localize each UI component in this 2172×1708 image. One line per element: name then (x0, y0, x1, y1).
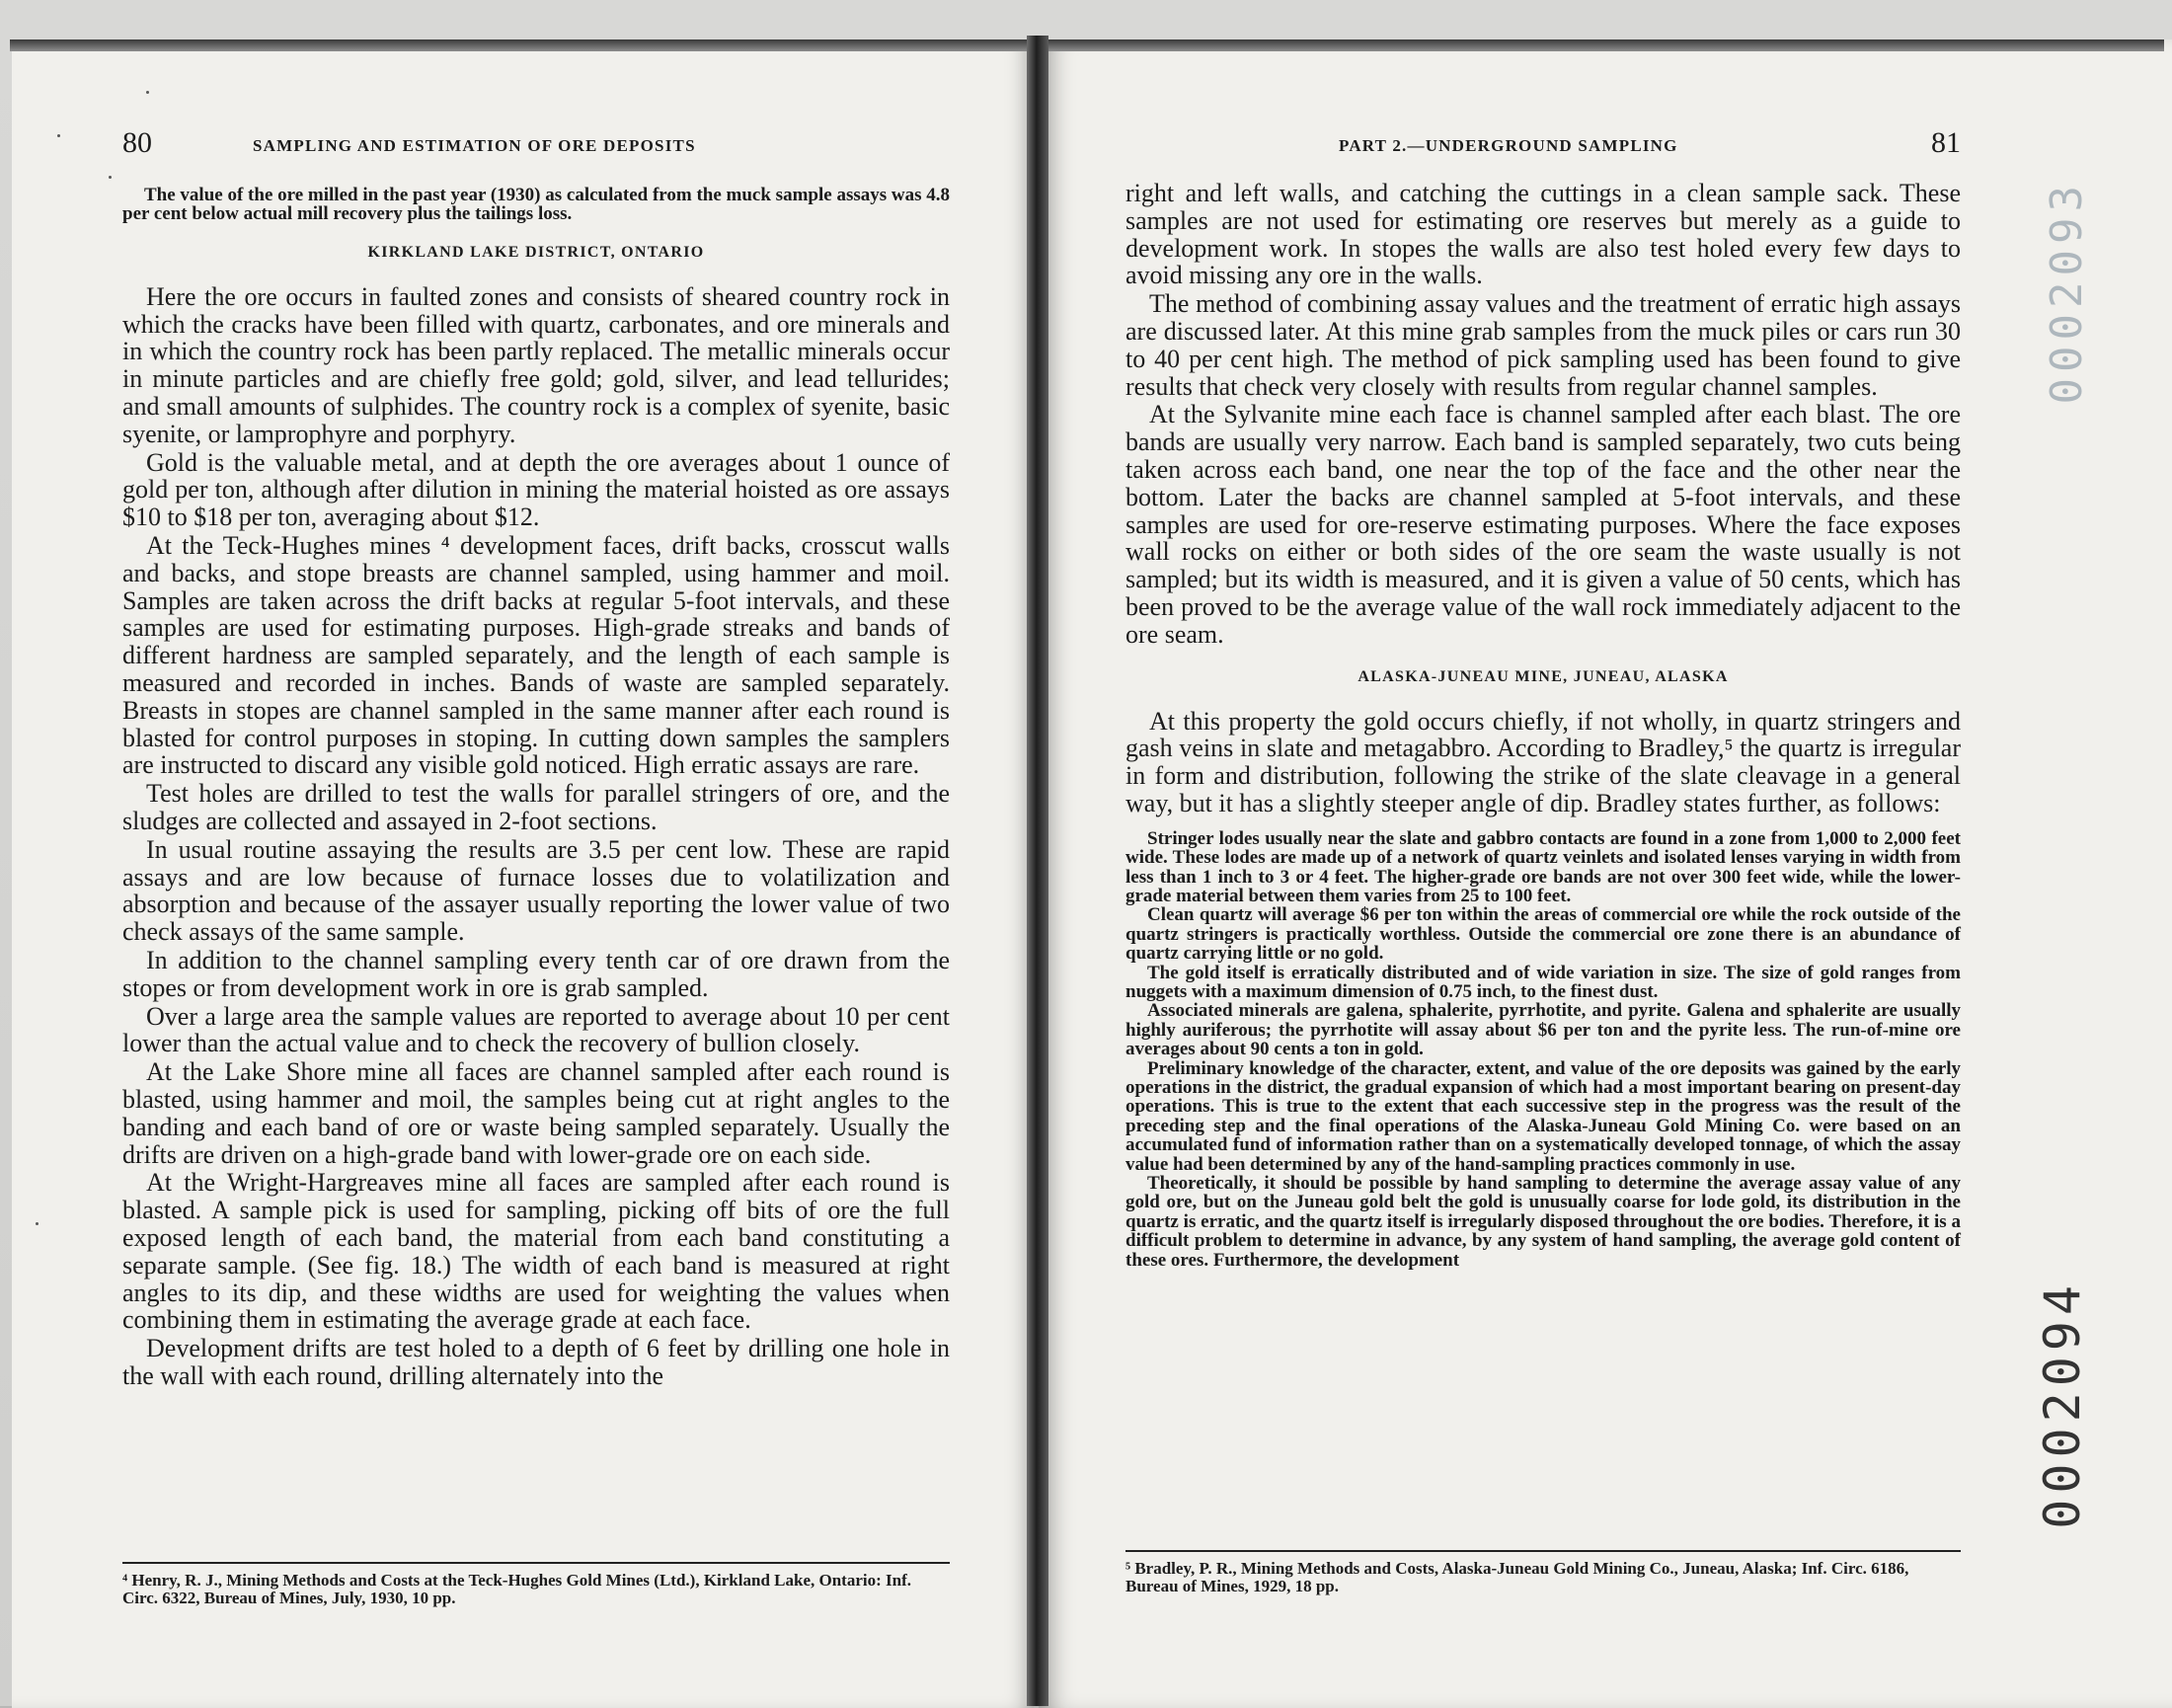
paragraph: In usual routine assaying the results are 3.5 per cent low. These are rapid assays and are low because of furnace losses due to volatilization and absorption and because of the assayer usually reporting the lower value of two check assays of the same sample. (122, 834, 950, 947)
left-running-head (122, 126, 950, 170)
paragraph: Test holes are drilled to test the walls for parallel stringers of ore, and the sludges are collected and assayed in 2-foot sections. (122, 779, 950, 835)
section-heading-kirkland: KIRKLAND LAKE DISTRICT, ONTARIO (367, 243, 705, 261)
right-body (1125, 180, 1961, 1270)
paragraph: At the Teck-Hughes mines ⁴ development faces, drift backs, crosscut walls and backs, and stope breasts are channel sampled, using hammer and moil. Samples are taken across the drift backs at regular 5-foot intervals, and these samples are used for estimating purposes. High-grade streaks and bands of different hardness are sampled separately, and the length of each sample is measured and recorded in inches. Bands of waste are sampled separately. Breasts in stopes are channel sampled in the same manner after each round is blasted for control purposes in stoping. In cutting down samples the samplers are instructed to discard any visible gold noticed. High erratic assays are rare. (122, 530, 950, 780)
paragraph: right and left walls, and catching the cuttings in a clean sample sack. These samples are not used for estimating ore reserves but merely as a guide to development work. In stopes the walls are also test holed every few days to avoid missing any ore in the walls. (1125, 179, 1961, 290)
footnote-rule (1125, 1550, 1961, 1552)
quote-paragraph: Clean quartz will average $6 per ton within the areas of commercial ore while the rock outside of the quartz stringers is practically worthless. Outside the commercial ore zone there is an abundance of quartz carrying little or no gold. (1125, 904, 1961, 965)
right-page (1039, 39, 2172, 1708)
left-footnote (122, 1562, 950, 1607)
quote-paragraph: Associated minerals are galena, sphalerite, pyrrhotite, and pyrite. Galena and sphalerite are usually highly auriferous; the pyrrhotite will assay about $6 per ton and the pyrite less. The run-of-mine ore averages about 90 cents a ton in gold. (1125, 1000, 1961, 1060)
paragraph: At the Sylvanite mine each face is channel sampled after each blast. The ore bands are usually very narrow. Each band is sampled separately, two cuts being taken across each band, one near the top of the face and the other near the bottom. Later the backs are channel sampled at 5-foot intervals, and these samples are used for ore-reserve estimating purposes. Where the face exposes wall rocks on either or both sides of the ore seam the waste usually is not sampled; but its width is measured, and it is given a value of 50 cents, which has been proved to be the average value of the wall rock immediately adjacent to the ore seam. (1125, 400, 1961, 649)
book-top-edge (10, 39, 2164, 51)
paragraph: Here the ore occurs in faulted zones and consists of sheared country rock in which the cracks have been filled with quartz, carbonates, and ore minerals and in which the country rock has been partly replaced. The metallic minerals occur in minute particles and are chiefly free gold; gold, silver, and lead tellurides; and small amounts of sulphides. The country rock is a complex of syenite, basic syenite, or lamprophyre and porphyry. (122, 281, 950, 448)
scan-speck (146, 91, 149, 94)
right-footnote (1125, 1550, 1961, 1595)
book-gutter (1027, 36, 1048, 1706)
right-paragraphs-top (1125, 180, 1961, 649)
footnote-rule (122, 1562, 950, 1564)
scan-speck (57, 134, 60, 137)
faint-page-stamp: 0002093 (2042, 180, 2092, 405)
left-page-number: 80 (122, 126, 152, 159)
paragraph: The method of combining assay values and the treatment of erratic high assays are discussed later. At this mine grab samples from the muck piles or cars run 30 to 40 per cent high. The method of pick sampling used has been found to give results that check very closely with results from regular channel samples. (1125, 289, 1961, 401)
intro-paragraph: The value of the ore milled in the past year (1930) as calculated from the muck sample assays was 4.8 per cent below actual mill recovery plus the tailings loss. (122, 185, 950, 225)
scan-speck (109, 176, 112, 179)
alaska-intro (1125, 708, 1961, 817)
footnote-text: ⁴ Henry, R. J., Mining Methods and Costs at the Teck-Hughes Gold Mines (Ltd.), Kirkland Lake, Ontario: Inf. Circ. 6322, Bureau of Mines, July, 1930, 10 pp. (122, 1571, 911, 1607)
right-page-number: 81 (1931, 126, 1961, 159)
right-running-head (1125, 126, 1961, 170)
bradley-quotation (1125, 829, 1961, 1270)
paragraph: Gold is the valuable metal, and at depth the ore averages about 1 ounce of gold per ton, although after dilution in mining the material hoisted as ore assays $10 to $18 per ton, averaging about $12. (122, 447, 950, 532)
scan-speck (36, 1222, 39, 1225)
paragraph: At the Wright-Hargreaves mine all faces are sampled after each round is blasted. A sample pick is used for sampling, picking off bits of ore the full exposed length of each band, the material from each band constituting a separate sample. (See fig. 18.) The width of each band is measured at right angles to its dip, and these widths are used for weighting the values when combining them in estimating the average grade at each face. (122, 1168, 950, 1335)
left-body (122, 186, 950, 1391)
intro-note (122, 186, 950, 224)
paragraph: Development drifts are test holed to a depth of 6 feet by drilling one hole in the wall with each round, drilling alternately into the (122, 1334, 950, 1390)
left-paragraphs (122, 283, 950, 1390)
quote-paragraph: Stringer lodes usually near the slate and gabbro contacts are found in a zone from 1,000 to 2,000 feet wide. These lodes are made up of a network of quartz veinlets and isolated lenses varying in width from less than 1 inch to 3 or 4 feet. The higher-grade ore bands are not over 300 feet wide, while the lower-grade material between them varies from 25 to 100 feet. (1125, 827, 1961, 906)
left-running-title: SAMPLING AND ESTIMATION OF ORE DEPOSITS (253, 136, 696, 155)
paragraph: At the Lake Shore mine all faces are channel sampled after each round is blasted, using hammer and moil, the samples being cut at right angles to the banding and each band of ore or waste being sampled separately. Usually the drifts are driven on a high-grade band with lower-grade ore on each side. (122, 1057, 950, 1169)
quote-paragraph: Preliminary knowledge of the character, extent, and value of the ore deposits was gained by the early operations in the district, the gradual expansion of which had a most important bearing on present-day operations. This is true to the extent that each successive step in the progress was the result of the preceding step and the final operations of the Alaska-Juneau Gold Mining Co. were based on an accumulated fund of information rather than on a systematically developed tonnage, of which the assay value had been determined by any of the hand-sampling practices commonly in use. (1125, 1057, 1961, 1175)
paragraph: At this property the gold occurs chiefly, if not wholly, in quartz stringers and gash veins in slate and metagabbro. According to Bradley,⁵ the quartz is irregular in form and distribution, following the strike of the slate cleavage in a general way, but it has a slightly steeper angle of dip. Bradley states further, as follows: (1125, 706, 1961, 817)
paragraph: In addition to the channel sampling every tenth car of ore drawn from the stopes or from development work in ore is grab sampled. (122, 945, 950, 1002)
right-running-title: PART 2.—UNDERGROUND SAMPLING (1339, 136, 1678, 155)
quote-paragraph: The gold itself is erratically distributed and of wide variation in size. The size of gold ranges from nuggets with a maximum dimension of 0.75 inch, to the finest dust. (1125, 962, 1961, 1002)
section-heading-alaska: ALASKA-JUNEAU MINE, JUNEAU, ALASKA (1358, 667, 1729, 685)
quote-paragraph: Theoretically, it should be possible by hand sampling to determine the average assay value of any gold ore, but on the Juneau gold belt the gold is unusually coarse for lode gold, its distribution in the quartz is erratic, and the quartz itself is irregularly disposed throughout the ore bodies. Therefore, it is a difficult problem to determine in advance, by any system of hand sampling, the average gold content of these ores. Furthermore, the development (1125, 1173, 1961, 1271)
page-id-stamp: 0002094 (2034, 1280, 2091, 1529)
paragraph: Over a large area the sample values are reported to average about 10 per cent lower than the actual value and to check the recovery of bullion closely. (122, 1001, 950, 1058)
footnote-text: ⁵ Bradley, P. R., Mining Methods and Costs, Alaska-Juneau Gold Mining Co., Juneau, Alaska; Inf. Circ. 6186, Bureau of Mines, 1929, 18 pp. (1125, 1559, 1909, 1595)
left-page (12, 39, 1034, 1708)
